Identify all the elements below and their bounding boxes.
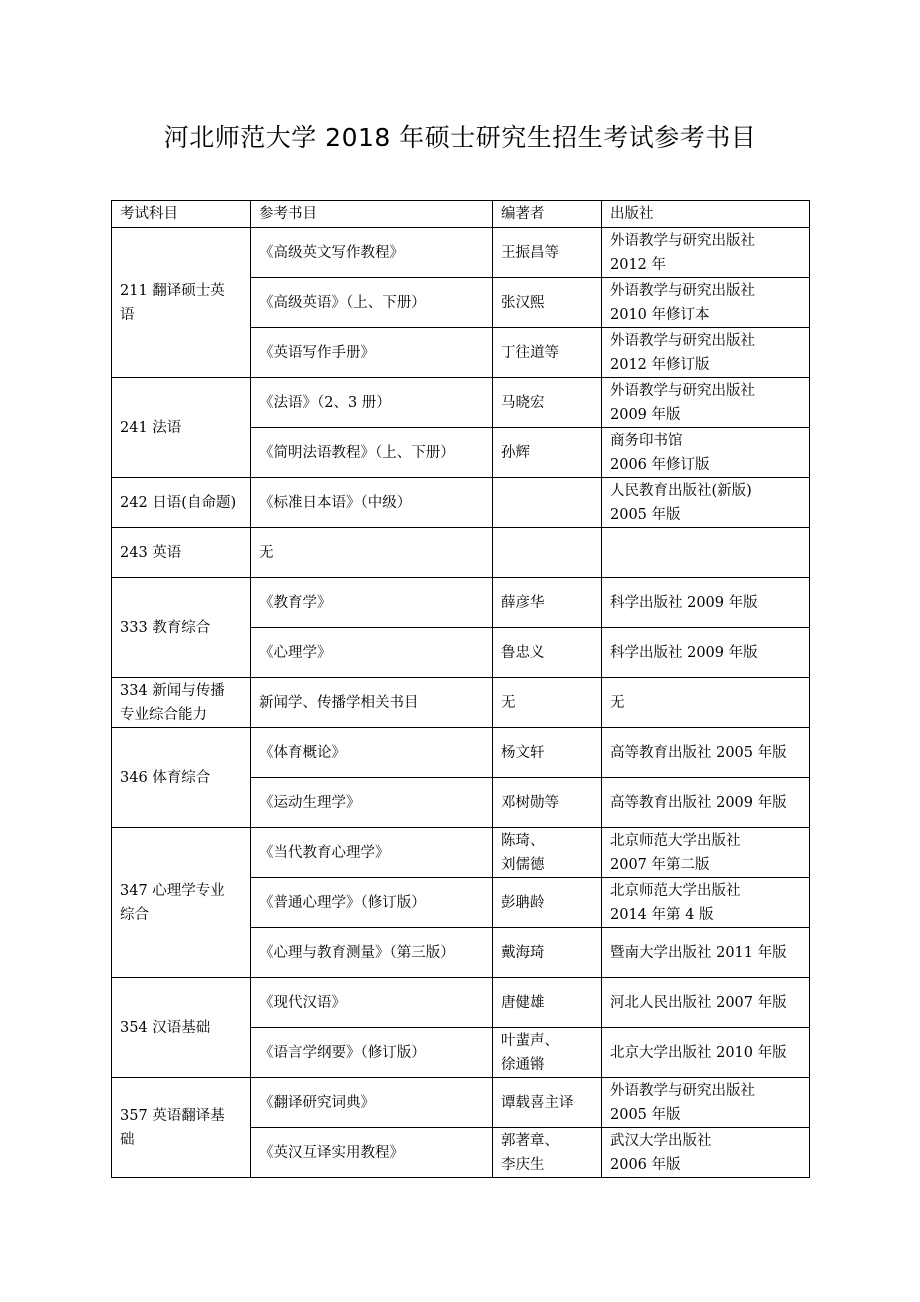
publisher-cell-line: 外语教学与研究出版社 (610, 232, 755, 249)
author-cell-line: 王振昌等 (501, 244, 559, 261)
exam-subject-cell-line: 语 (120, 306, 135, 323)
exam-subject-cell (112, 528, 251, 578)
author-cell (493, 1078, 602, 1128)
publisher-cell (602, 728, 810, 778)
exam-subject-cell-line: 专业综合能力 (120, 706, 207, 723)
publisher-cell (602, 978, 810, 1028)
author-cell (493, 1028, 602, 1078)
book-title-cell: 《普通心理学》（修订版） (251, 878, 493, 928)
publisher-cell (602, 1128, 810, 1178)
table-row (112, 728, 810, 778)
author-cell-line: 马晓宏 (501, 394, 545, 411)
book-title-cell: 新闻学、传播学相关书目 (251, 678, 493, 728)
publisher-cell-line: 人民教育出版社(新版) (610, 482, 752, 499)
exam-subject-cell-line: 334 新闻与传播 (120, 682, 225, 699)
book-title-cell: 《当代教育心理学》 (251, 828, 493, 878)
exam-subject-cell-line: 243 英语 (120, 544, 182, 561)
author-cell-line: 张汉熙 (501, 294, 545, 311)
author-cell-line: 郭著章、 (501, 1132, 559, 1149)
publisher-cell-line: 2012 年 (610, 256, 667, 273)
exam-subject-cell (112, 1078, 251, 1178)
table-row (112, 578, 810, 628)
book-title-cell: 《高级英语》（上、下册） (251, 278, 493, 328)
publisher-cell-line: 科学出版社 2009 年版 (610, 644, 758, 661)
publisher-cell (602, 428, 810, 478)
publisher-cell-line: 河北人民出版社 2007 年版 (610, 994, 787, 1011)
author-cell-line: 唐健雄 (501, 994, 545, 1011)
book-title-cell: 《心理与教育测量》（第三版） (251, 928, 493, 978)
publisher-cell-line: 武汉大学出版社 (610, 1132, 712, 1149)
exam-subject-cell-line: 347 心理学专业 (120, 882, 225, 899)
table-row (112, 528, 810, 578)
publisher-cell-line: 商务印书馆 (610, 432, 683, 449)
book-title-cell: 《现代汉语》 (251, 978, 493, 1028)
table-row (112, 678, 810, 728)
table-row (112, 978, 810, 1028)
book-title-cell: 《语言学纲要》（修订版） (251, 1028, 493, 1078)
author-cell-line: 鲁忠义 (501, 644, 545, 661)
author-cell (493, 528, 602, 578)
publisher-cell (602, 578, 810, 628)
author-cell-line: 杨文轩 (501, 744, 545, 761)
exam-subject-cell-line: 333 教育综合 (120, 619, 211, 636)
publisher-cell (602, 628, 810, 678)
publisher-cell (602, 328, 810, 378)
book-title-cell: 《翻译研究词典》 (251, 1078, 493, 1128)
exam-subject-cell (112, 828, 251, 978)
author-cell (493, 878, 602, 928)
exam-subject-cell (112, 478, 251, 528)
author-cell (493, 428, 602, 478)
exam-subject-cell (112, 228, 251, 378)
exam-subject-cell-line: 础 (120, 1131, 135, 1148)
book-title-cell: 《体育概论》 (251, 728, 493, 778)
publisher-cell-line: 外语教学与研究出版社 (610, 382, 755, 399)
author-cell-line: 丁往道等 (501, 344, 559, 361)
author-cell (493, 978, 602, 1028)
exam-subject-cell (112, 378, 251, 478)
publisher-cell-line: 2006 年版 (610, 1156, 681, 1173)
table-row (112, 828, 810, 878)
publisher-cell-line: 北京师范大学出版社 (610, 832, 741, 849)
book-title-cell: 《心理学》 (251, 628, 493, 678)
publisher-cell (602, 228, 810, 278)
author-cell-line: 薛彦华 (501, 594, 545, 611)
author-cell (493, 478, 602, 528)
publisher-cell (602, 778, 810, 828)
exam-subject-cell-line: 346 体育综合 (120, 769, 211, 786)
author-cell (493, 1128, 602, 1178)
book-title-cell: 《英语写作手册》 (251, 328, 493, 378)
author-cell-line: 孙辉 (501, 444, 530, 461)
author-cell (493, 778, 602, 828)
table-row (112, 1078, 810, 1128)
author-cell (493, 678, 602, 728)
book-title-cell: 《简明法语教程》（上、下册） (251, 428, 493, 478)
exam-subject-cell-line: 354 汉语基础 (120, 1019, 211, 1036)
publisher-cell-line: 2006 年修订版 (610, 456, 710, 473)
reference-book-table (111, 200, 810, 1178)
publisher-cell-line: 外语教学与研究出版社 (610, 332, 755, 349)
header-subject: 考试科目 (112, 201, 251, 228)
exam-subject-cell-line: 241 法语 (120, 419, 182, 436)
author-cell-line: 彭聃龄 (501, 894, 545, 911)
publisher-cell (602, 528, 810, 578)
publisher-cell-line: 外语教学与研究出版社 (610, 1082, 755, 1099)
table-row (112, 378, 810, 428)
book-title-cell: 《英汉互译实用教程》 (251, 1128, 493, 1178)
exam-subject-cell (112, 578, 251, 678)
publisher-cell (602, 278, 810, 328)
publisher-cell-line: 高等教育出版社 2005 年版 (610, 744, 787, 761)
author-cell-line: 徐通锵 (501, 1056, 545, 1073)
author-cell-line: 刘儒德 (501, 856, 545, 873)
publisher-cell-line: 2014 年第 4 版 (610, 906, 714, 923)
author-cell (493, 328, 602, 378)
publisher-cell (602, 878, 810, 928)
publisher-cell-line: 科学出版社 2009 年版 (610, 594, 758, 611)
publisher-cell (602, 828, 810, 878)
book-title-cell: 《法语》（2、3 册） (251, 378, 493, 428)
publisher-cell-line: 2010 年修订本 (610, 306, 710, 323)
book-title-cell: 《运动生理学》 (251, 778, 493, 828)
header-book: 参考书目 (251, 201, 493, 228)
publisher-cell (602, 478, 810, 528)
exam-subject-cell-line: 242 日语(自命题) (120, 494, 237, 511)
table-header-row (112, 201, 810, 228)
book-title-cell: 无 (251, 528, 493, 578)
exam-subject-cell (112, 678, 251, 728)
author-cell (493, 928, 602, 978)
publisher-cell-line: 外语教学与研究出版社 (610, 282, 755, 299)
publisher-cell (602, 678, 810, 728)
author-cell (493, 228, 602, 278)
publisher-cell-line: 北京师范大学出版社 (610, 882, 741, 899)
publisher-cell (602, 378, 810, 428)
author-cell (493, 578, 602, 628)
exam-subject-cell-line: 357 英语翻译基 (120, 1107, 225, 1124)
author-cell (493, 278, 602, 328)
exam-subject-cell (112, 978, 251, 1078)
author-cell (493, 828, 602, 878)
header-author: 编著者 (493, 201, 602, 228)
publisher-cell-line: 2005 年版 (610, 506, 681, 523)
book-title-cell: 《标准日本语》（中级） (251, 478, 493, 528)
author-cell-line: 陈琦、 (501, 832, 545, 849)
publisher-cell-line: 无 (610, 694, 625, 711)
exam-subject-cell (112, 728, 251, 828)
publisher-cell (602, 928, 810, 978)
author-cell-line: 戴海琦 (501, 944, 545, 961)
publisher-cell-line: 高等教育出版社 2009 年版 (610, 794, 787, 811)
author-cell-line: 邓树勋等 (501, 794, 559, 811)
table-body (112, 201, 810, 1178)
author-cell-line: 叶蜚声、 (501, 1032, 559, 1049)
publisher-cell-line: 2012 年修订版 (610, 356, 710, 373)
author-cell (493, 728, 602, 778)
book-title-cell: 《教育学》 (251, 578, 493, 628)
publisher-cell-line: 北京大学出版社 2010 年版 (610, 1044, 787, 1061)
publisher-cell (602, 1078, 810, 1128)
author-cell-line: 无 (501, 694, 516, 711)
publisher-cell (602, 1028, 810, 1078)
exam-subject-cell-line: 211 翻译硕士英 (120, 282, 225, 299)
header-publisher: 出版社 (602, 201, 810, 228)
exam-subject-cell-line: 综合 (120, 906, 149, 923)
table-row (112, 478, 810, 528)
author-cell (493, 628, 602, 678)
publisher-cell-line: 2005 年版 (610, 1106, 681, 1123)
book-title-cell: 《高级英文写作教程》 (251, 228, 493, 278)
publisher-cell-line: 2009 年版 (610, 406, 681, 423)
author-cell (493, 378, 602, 428)
publisher-cell-line: 2007 年第二版 (610, 856, 710, 873)
publisher-cell-line: 暨南大学出版社 2011 年版 (610, 944, 787, 961)
author-cell-line: 李庆生 (501, 1156, 545, 1173)
table-row (112, 228, 810, 278)
document-title: 河北师范大学 2018 年硕士研究生招生考试参考书目 (163, 123, 757, 152)
author-cell-line: 谭载喜主译 (501, 1094, 574, 1111)
